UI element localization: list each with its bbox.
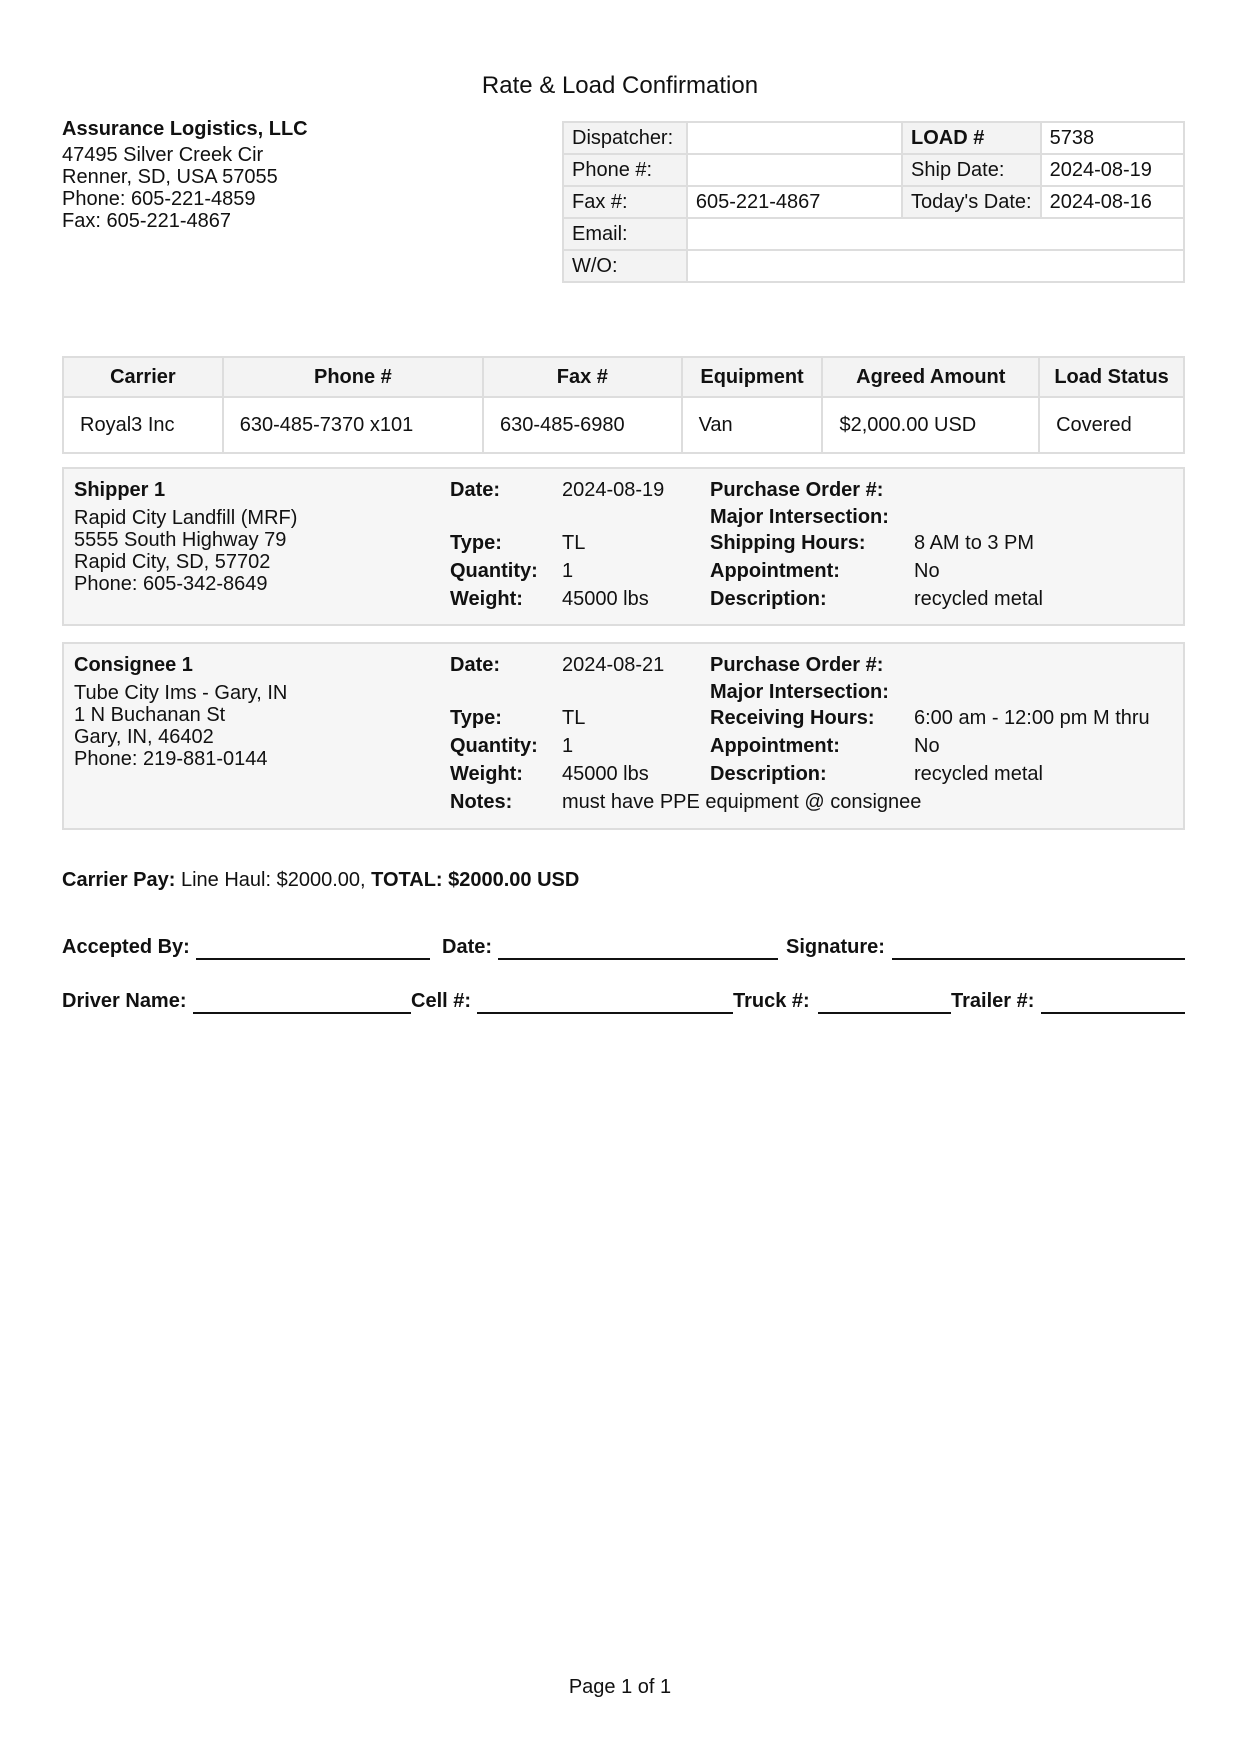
column-header: Phone # — [223, 357, 483, 397]
load-status-cell: Covered — [1039, 397, 1184, 453]
trailer-number-line — [1041, 1012, 1185, 1014]
carrier-table — [62, 356, 1185, 454]
fax-value: 605-221-4867 — [687, 186, 902, 218]
info-row-email — [563, 218, 1184, 250]
todays-date-label: Today's Date: — [902, 186, 1041, 218]
column-header: Equipment — [682, 357, 823, 397]
load-info-table — [562, 121, 1185, 283]
column-header: Carrier — [63, 357, 223, 397]
consignee-type-value: TL — [562, 707, 586, 729]
carrier-phone-cell: 630-485-7370 x101 — [223, 397, 483, 453]
shipper-hours-value: 8 AM to 3 PM — [914, 532, 1035, 554]
consignee-notes-label: Notes: — [450, 791, 513, 813]
driver-name-line — [193, 1012, 411, 1014]
shipper-description-value: recycled metal — [914, 588, 1043, 610]
company-block — [62, 118, 308, 232]
shipper-heading: Shipper 1 — [74, 479, 166, 501]
consignee-quantity-label: Quantity: — [450, 735, 538, 757]
info-row-wo — [563, 250, 1184, 282]
wo-value — [687, 250, 1184, 282]
fax-label: Fax #: — [563, 186, 687, 218]
equipment-cell: Van — [682, 397, 823, 453]
signature-label: Signature: — [786, 936, 885, 958]
shipper-description-label: Description: — [710, 588, 827, 610]
table-row — [63, 397, 1184, 453]
company-address-line1: 47495 Silver Creek Cir — [62, 144, 264, 166]
consignee-description-value: recycled metal — [914, 763, 1043, 785]
shipper-address-block — [74, 507, 297, 595]
company-address-line2: Renner, SD, USA 57055 — [62, 166, 278, 188]
shipper-po-label: Purchase Order #: — [710, 479, 884, 501]
ship-date-value: 2024-08-19 — [1041, 154, 1184, 186]
load-number-value: 5738 — [1041, 122, 1184, 154]
consignee-appointment-label: Appointment: — [710, 735, 840, 757]
shipper-type-label: Type: — [450, 532, 502, 554]
info-row-fax — [563, 186, 1184, 218]
shipper-phone: Phone: 605-342-8649 — [74, 573, 268, 595]
consignee-po-label: Purchase Order #: — [710, 654, 884, 676]
load-number-label: LOAD # — [902, 122, 1041, 154]
email-label: Email: — [563, 218, 687, 250]
carrier-name-cell: Royal3 Inc — [63, 397, 223, 453]
accepted-by-label: Accepted By: — [62, 936, 190, 958]
wo-label: W/O: — [563, 250, 687, 282]
truck-number-line — [818, 1012, 951, 1014]
agreed-amount-cell: $2,000.00 USD — [822, 397, 1039, 453]
consignee-date-label: Date: — [450, 654, 501, 676]
carrier-table-header — [63, 357, 1184, 397]
carrier-pay-line — [62, 869, 579, 892]
signature-line — [892, 958, 1185, 960]
shipper-quantity-label: Quantity: — [450, 560, 538, 582]
company-name: Assurance Logistics, LLC — [62, 118, 308, 140]
company-fax: Fax: 605-221-4867 — [62, 210, 232, 232]
consignee-weight-label: Weight: — [450, 763, 523, 785]
consignee-address-block — [74, 682, 287, 770]
consignee-appointment-value: No — [914, 735, 940, 757]
consignee-hours-label: Receiving Hours: — [710, 707, 875, 729]
column-header: Fax # — [483, 357, 682, 397]
shipper-weight-value: 45000 lbs — [562, 588, 649, 610]
carrier-pay-label: Carrier Pay: — [62, 869, 176, 891]
page-title: Rate & Load Confirmation — [481, 72, 759, 99]
shipper-type-value: TL — [562, 532, 586, 554]
accept-date-line — [498, 958, 778, 960]
shipper-intersection-label: Major Intersection: — [710, 506, 889, 528]
cell-number-line — [477, 1012, 733, 1014]
consignee-section — [62, 642, 1185, 830]
consignee-heading: Consignee 1 — [74, 654, 193, 676]
todays-date-value: 2024-08-16 — [1041, 186, 1184, 218]
consignee-intersection-label: Major Intersection: — [710, 681, 889, 703]
shipper-section — [62, 467, 1185, 626]
consignee-type-label: Type: — [450, 707, 502, 729]
consignee-phone: Phone: 219-881-0144 — [74, 748, 268, 770]
consignee-street: 1 N Buchanan St — [74, 704, 226, 726]
shipper-date-label: Date: — [450, 479, 501, 501]
accept-date-label: Date: — [442, 936, 493, 958]
consignee-notes-value: must have PPE equipment @ consignee — [562, 791, 922, 813]
consignee-name: Tube City Ims - Gary, IN — [74, 682, 288, 704]
truck-number-label: Truck #: — [733, 990, 810, 1012]
consignee-date-value: 2024-08-21 — [562, 654, 665, 676]
shipper-street: 5555 South Highway 79 — [74, 529, 287, 551]
consignee-hours-value: 6:00 am - 12:00 pm M thru — [914, 707, 1150, 729]
driver-name-label: Driver Name: — [62, 990, 187, 1012]
consignee-description-label: Description: — [710, 763, 827, 785]
column-header: Agreed Amount — [822, 357, 1039, 397]
dispatcher-value — [687, 122, 902, 154]
email-value — [687, 218, 1184, 250]
shipper-name: Rapid City Landfill (MRF) — [74, 507, 298, 529]
ship-date-label: Ship Date: — [902, 154, 1041, 186]
page-number: Page 1 of 1 — [568, 1676, 672, 1698]
cell-number-label: Cell #: — [411, 990, 472, 1012]
trailer-number-label: Trailer #: — [951, 990, 1035, 1012]
carrier-fax-cell: 630-485-6980 — [483, 397, 682, 453]
phone-label: Phone #: — [563, 154, 687, 186]
phone-value — [687, 154, 902, 186]
company-phone: Phone: 605-221-4859 — [62, 188, 256, 210]
column-header: Load Status — [1039, 357, 1184, 397]
shipper-quantity-value: 1 — [562, 560, 574, 582]
line-haul-amount: Line Haul: $2000.00, — [175, 869, 372, 891]
consignee-quantity-value: 1 — [562, 735, 574, 757]
consignee-weight-value: 45000 lbs — [562, 763, 649, 785]
dispatcher-label: Dispatcher: — [563, 122, 687, 154]
shipper-date-value: 2024-08-19 — [562, 479, 665, 501]
shipper-appointment-value: No — [914, 560, 940, 582]
shipper-appointment-label: Appointment: — [710, 560, 840, 582]
info-row-dispatcher — [563, 122, 1184, 154]
carrier-pay-total: TOTAL: $2000.00 USD — [371, 869, 580, 891]
accepted-by-line — [196, 958, 430, 960]
info-row-phone — [563, 154, 1184, 186]
shipper-weight-label: Weight: — [450, 588, 523, 610]
consignee-city: Gary, IN, 46402 — [74, 726, 214, 748]
shipper-city: Rapid City, SD, 57702 — [74, 551, 271, 573]
shipper-hours-label: Shipping Hours: — [710, 532, 866, 554]
